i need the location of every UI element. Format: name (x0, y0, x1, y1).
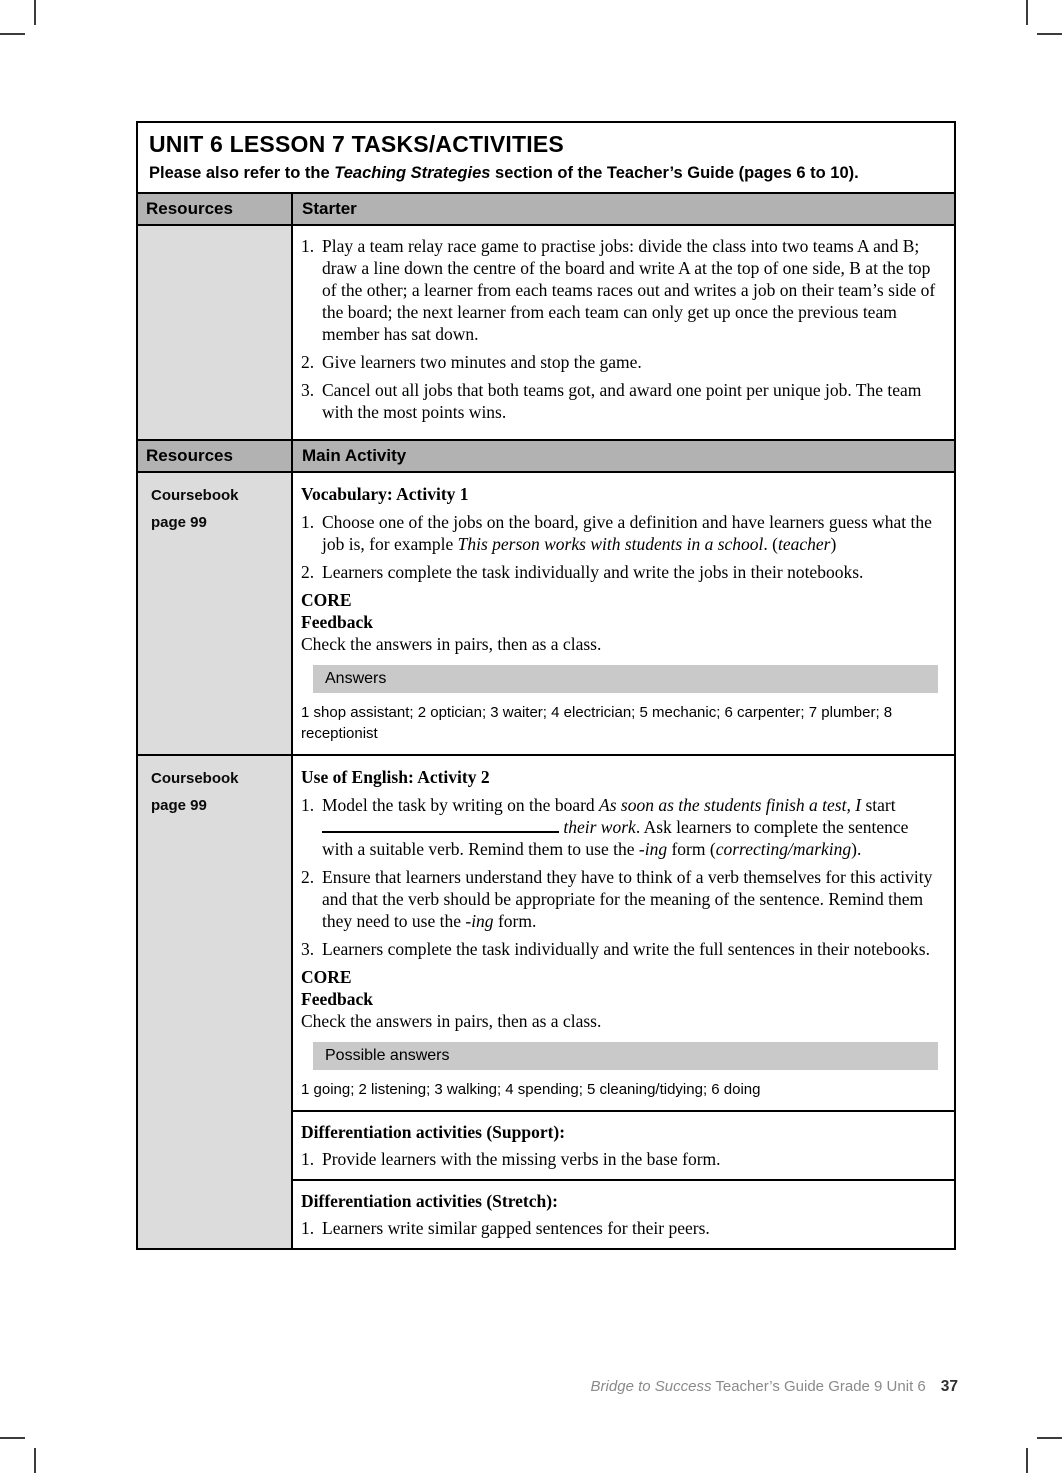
differentiation-support-heading: Differentiation activities (Support): (301, 1122, 566, 1142)
board-sentence-italic: As soon as the students finish a test, I (599, 795, 862, 815)
possible-answers-bar: Possible answers (313, 1042, 938, 1070)
differentiation-stretch-text: Learners write similar gapped sentences for their peers. (322, 1218, 710, 1238)
starter-content-row (138, 224, 954, 439)
page-footer (0, 1377, 958, 1397)
feedback-label-2: Feedback (301, 989, 373, 1009)
starter-step-2-text: Give learners two minutes and stop the game. (322, 352, 642, 372)
crop-mark-bottom-left-vertical (34, 1448, 36, 1473)
uoe-step-2-end: form. (493, 911, 537, 931)
series-title-italic: Bridge to Success (590, 1378, 712, 1395)
answers-bar: Answers (313, 665, 938, 693)
coursebook-label-2: Coursebook (151, 770, 239, 787)
list-number: 1. (301, 1218, 315, 1238)
list-number: 3. (301, 939, 315, 959)
vocabulary-content-cell (293, 473, 954, 754)
footer-text: Teacher’s Guide Grade 9 Unit 6 (711, 1378, 926, 1395)
resources-header-label-2: Resources (146, 446, 233, 465)
vocabulary-activity-row (138, 471, 954, 754)
vocab-step-1-text: Choose one of the jobs on the board, give a definition and have learners guess what the job is, for example (322, 512, 932, 554)
uoe-step-1-mid2: . Ask learners to complete the sentence with a suitable verb. Remind them to use the - (322, 817, 909, 859)
resources-header-cell (138, 194, 293, 224)
example-sentence-italic: This person works with students in a school (457, 534, 764, 554)
coursebook-label: Coursebook (151, 487, 239, 504)
gap-blank-line (322, 831, 559, 833)
uoe-step-1-mid3: form ( (667, 839, 716, 859)
starter-step-3-text: Cancel out all jobs that both teams got, and award one point per unique job. The team with the most points wins. (322, 380, 922, 422)
starter-header-row (138, 192, 954, 224)
subtitle-text: Please also refer to the (149, 164, 335, 182)
list-number: 2. (301, 352, 315, 372)
crop-mark-top-left-vertical (34, 0, 36, 25)
crop-mark-bottom-right-vertical (1026, 1448, 1028, 1473)
uoe-step-3 (301, 938, 940, 960)
differentiation-support-text: Provide learners with the missing verbs in the base form. (322, 1149, 721, 1169)
board-sentence-end-italic: their work (563, 817, 636, 837)
vocab-step-1-end: ) (830, 534, 837, 554)
vocab-step-1-mid: . ( (763, 534, 778, 554)
uoe-step-2-text: Ensure that learners understand they have to think of a verb themselves for this activity and that the verb should be appropriate for the meaning of the sentence. Remind them they need to use the - (322, 867, 933, 931)
core-label: CORE (301, 590, 352, 610)
crop-mark-top-right-vertical (1026, 0, 1028, 25)
uoe-step-1-end: ). (851, 839, 862, 859)
ing-italic-2: ing (471, 911, 494, 931)
starter-resource-cell (138, 226, 293, 439)
starter-content-cell (293, 226, 954, 439)
example-verbs-italic: correcting/marking (715, 839, 852, 859)
differentiation-stretch-heading: Differentiation activities (Stretch): (301, 1191, 558, 1211)
core-label-2: CORE (301, 967, 352, 987)
coursebook-page-label-2: page 99 (151, 797, 207, 814)
page-number: 37 (940, 1378, 958, 1395)
feedback-text-2: Check the answers in pairs, then as a class. (301, 1011, 602, 1031)
tasks-activities-table (136, 121, 956, 1250)
starter-step-1-text: Play a team relay race game to practise jobs: divide the class into two teams A and B; draw a line down the centre of the board and write A at the top of one side, B at the top of the other; a learner from each teams races out and writes a job on their team’s side of the board; the next learner from each team can only get up once the previous team member has sat down. (322, 236, 936, 344)
lesson-title: UNIT 6 LESSON 7 TASKS/ACTIVITIES (149, 131, 564, 157)
answers-text: 1 shop assistant; 2 optician; 3 waiter; 4 electrician; 5 mechanic; 6 carpenter; 7 plumber; 8 receptionist (301, 704, 893, 742)
use-of-english-content-cell (293, 756, 954, 1248)
vocabulary-activity-heading: Vocabulary: Activity 1 (301, 484, 469, 504)
main-activity-header-label: Main Activity (302, 446, 407, 465)
uoe-step-1 (301, 794, 940, 860)
list-number: 1. (301, 512, 315, 532)
uoe-step-1-mid1: start (861, 795, 896, 815)
crop-mark-bottom-right-horizontal (1037, 1437, 1062, 1439)
list-number: 1. (301, 795, 315, 815)
main-activity-header-cell (293, 441, 954, 471)
differentiation-stretch-step-1 (301, 1217, 940, 1239)
crop-mark-top-right-horizontal (1037, 33, 1062, 35)
vocab-step-2 (301, 561, 940, 583)
uoe-step-1-text: Model the task by writing on the board (322, 795, 600, 815)
list-number: 3. (301, 380, 315, 400)
starter-header-label: Starter (302, 199, 357, 218)
differentiation-support-step-1 (301, 1148, 940, 1170)
vocabulary-resource-cell (138, 473, 293, 754)
use-of-english-activity-row (138, 754, 954, 1248)
vocab-step-2-text: Learners complete the task individually and write the jobs in their notebooks. (322, 562, 864, 582)
list-number: 1. (301, 236, 315, 256)
list-number: 1. (301, 1149, 315, 1169)
starter-step-2 (301, 351, 940, 373)
resources-header-cell-2 (138, 441, 293, 471)
subtitle-text-end: section of the Teacher’s Guide (pages 6 to 10). (490, 164, 859, 182)
list-number: 2. (301, 867, 315, 887)
resources-header-label: Resources (146, 199, 233, 218)
list-number: 2. (301, 562, 315, 582)
uoe-step-3-text: Learners complete the task individually and write the full sentences in their notebooks. (322, 939, 930, 959)
use-of-english-heading: Use of English: Activity 2 (301, 767, 490, 787)
starter-step-3 (301, 379, 940, 423)
lesson-subtitle (149, 163, 943, 183)
possible-answers-text: 1 going; 2 listening; 3 walking; 4 spending; 5 cleaning/tidying; 6 doing (301, 1081, 761, 1098)
crop-mark-top-left-horizontal (0, 33, 25, 35)
uoe-step-2 (301, 866, 940, 932)
starter-step-1 (301, 235, 940, 345)
table-title-block (138, 123, 954, 192)
feedback-label: Feedback (301, 612, 373, 632)
use-of-english-resource-cell (138, 756, 293, 1248)
crop-mark-bottom-left-horizontal (0, 1437, 25, 1439)
starter-header-cell (293, 194, 954, 224)
coursebook-page-label: page 99 (151, 514, 207, 531)
differentiation-stretch-section (293, 1179, 954, 1248)
main-activity-header-row (138, 439, 954, 471)
differentiation-support-section (293, 1110, 954, 1179)
ing-italic: ing (644, 839, 668, 859)
subtitle-italic-text: Teaching Strategies (334, 164, 491, 182)
example-answer-italic: teacher (777, 534, 831, 554)
feedback-text: Check the answers in pairs, then as a class. (301, 634, 602, 654)
vocab-step-1 (301, 511, 940, 555)
